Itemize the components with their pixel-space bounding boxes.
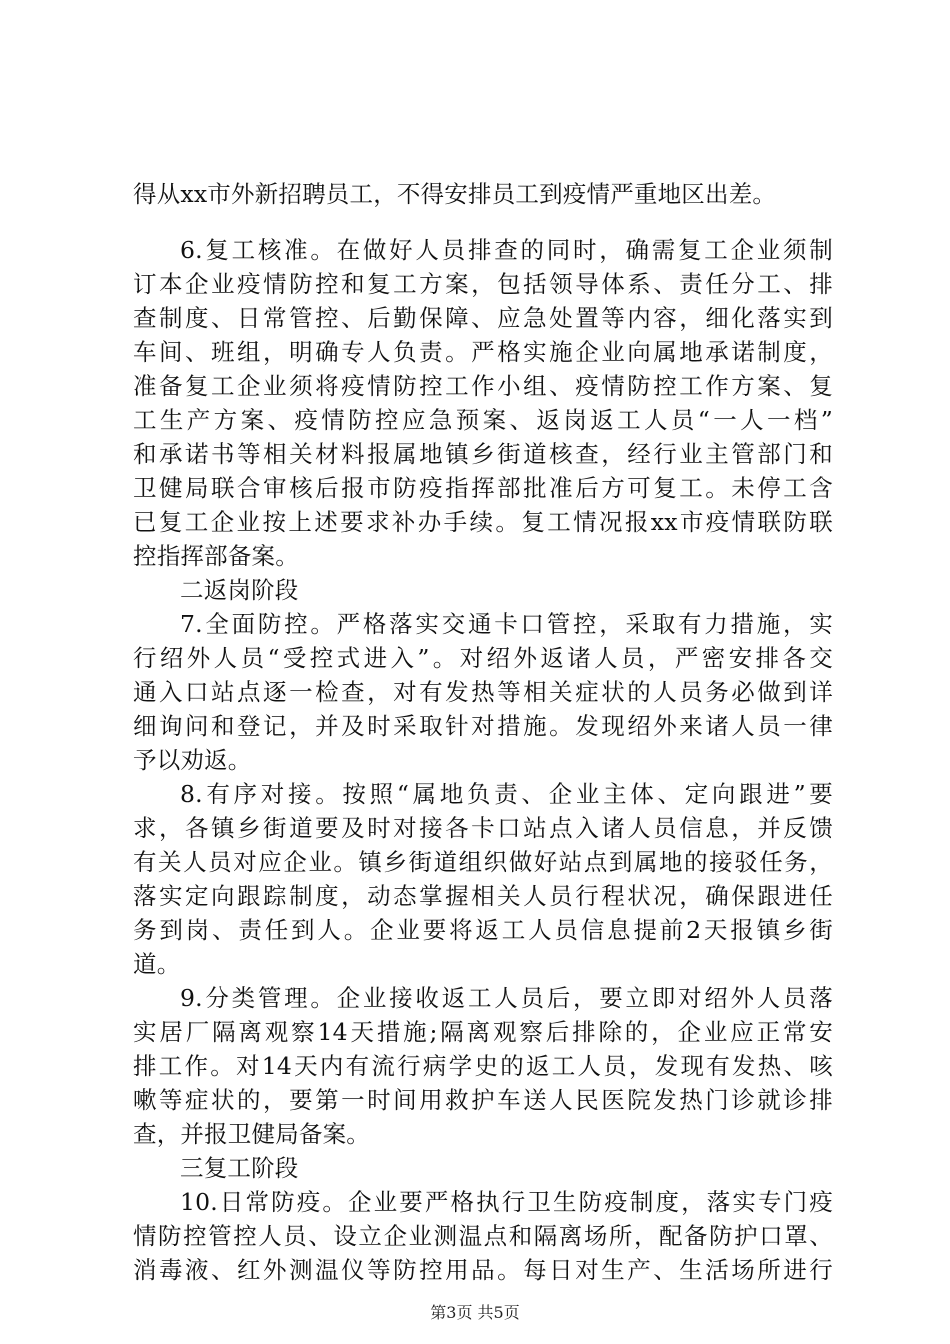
paragraph-line: 排工作。对14天内有流行病学史的返工人员，发现有发热、咳	[133, 1052, 833, 1080]
paragraph-line: 已复工企业按上述要求补办手续。复工情况报xx市疫情联防联	[133, 508, 833, 536]
paragraph-line: 卫健局联合审核后报市防疫指挥部批准后方可复工。未停工含	[133, 474, 833, 502]
section-heading: 三复工阶段	[180, 1154, 299, 1182]
paragraph-line: 情防控管控人员、设立企业测温点和隔离场所，配备防护口罩、	[133, 1222, 833, 1250]
paragraph-line: 和承诺书等相关材料报属地镇乡街道核查，经行业主管部门和	[133, 440, 833, 468]
paragraph-line: 嗽等症状的，要第一时间用救护车送人民医院发热门诊就诊排	[133, 1086, 833, 1114]
paragraph-line: 9.分类管理。企业接收返工人员后，要立即对绍外人员落	[180, 984, 833, 1012]
paragraph-line: 通入口站点逐一检查，对有发热等相关症状的人员务必做到详	[133, 678, 833, 706]
paragraph-line: 得从xx市外新招聘员工，不得安排员工到疫情严重地区出差。	[133, 180, 777, 208]
paragraph-line: 查制度、日常管控、后勤保障、应急处置等内容，细化落实到	[133, 304, 833, 332]
paragraph-line: 行绍外人员“受控式进入”。对绍外返诸人员，严密安排各交	[133, 644, 833, 672]
paragraph-line: 务到岗、责任到人。企业要将返工人员信息提前2天报镇乡街	[133, 916, 833, 944]
paragraph-line: 订本企业疫情防控和复工方案，包括领导体系、责任分工、排	[133, 270, 833, 298]
paragraph-line: 落实定向跟踪制度，动态掌握相关人员行程状况，确保跟进任	[133, 882, 833, 910]
paragraph-line: 10.日常防疫。企业要严格执行卫生防疫制度，落实专门疫	[180, 1188, 833, 1216]
page-footer: 第3页 共5页	[430, 1303, 520, 1322]
paragraph-line: 予以劝返。	[133, 746, 252, 774]
paragraph-line: 细询问和登记，并及时采取针对措施。发现绍外来诸人员一律	[133, 712, 833, 740]
paragraph-line: 道。	[133, 950, 181, 978]
paragraph-line: 实居厂隔离观察14天措施;隔离观察后排除的，企业应正常安	[133, 1018, 833, 1046]
paragraph-line: 准备复工企业须将疫情防控工作小组、疫情防控工作方案、复	[133, 372, 833, 400]
paragraph-line: 8.有序对接。按照“属地负责、企业主体、定向跟进”要	[180, 780, 833, 808]
paragraph-line: 求，各镇乡街道要及时对接各卡口站点入诸人员信息，并反馈	[133, 814, 833, 842]
paragraph-line: 有关人员对应企业。镇乡街道组织做好站点到属地的接驳任务，	[133, 848, 833, 876]
paragraph-line: 控指挥部备案。	[133, 542, 299, 570]
paragraph-line: 查，并报卫健局备案。	[133, 1120, 370, 1148]
paragraph-line: 6.复工核准。在做好人员排查的同时，确需复工企业须制	[180, 236, 833, 264]
paragraph-line: 消毒液、红外测温仪等防控用品。每日对生产、生活场所进行	[133, 1256, 833, 1284]
paragraph-line: 7.全面防控。严格落实交通卡口管控，采取有力措施，实	[180, 610, 833, 638]
section-heading: 二返岗阶段	[180, 576, 299, 604]
paragraph-line: 车间、班组，明确专人负责。严格实施企业向属地承诺制度，	[133, 338, 833, 366]
paragraph-line: 工生产方案、疫情防控应急预案、返岗返工人员“一人一档”	[133, 406, 833, 434]
